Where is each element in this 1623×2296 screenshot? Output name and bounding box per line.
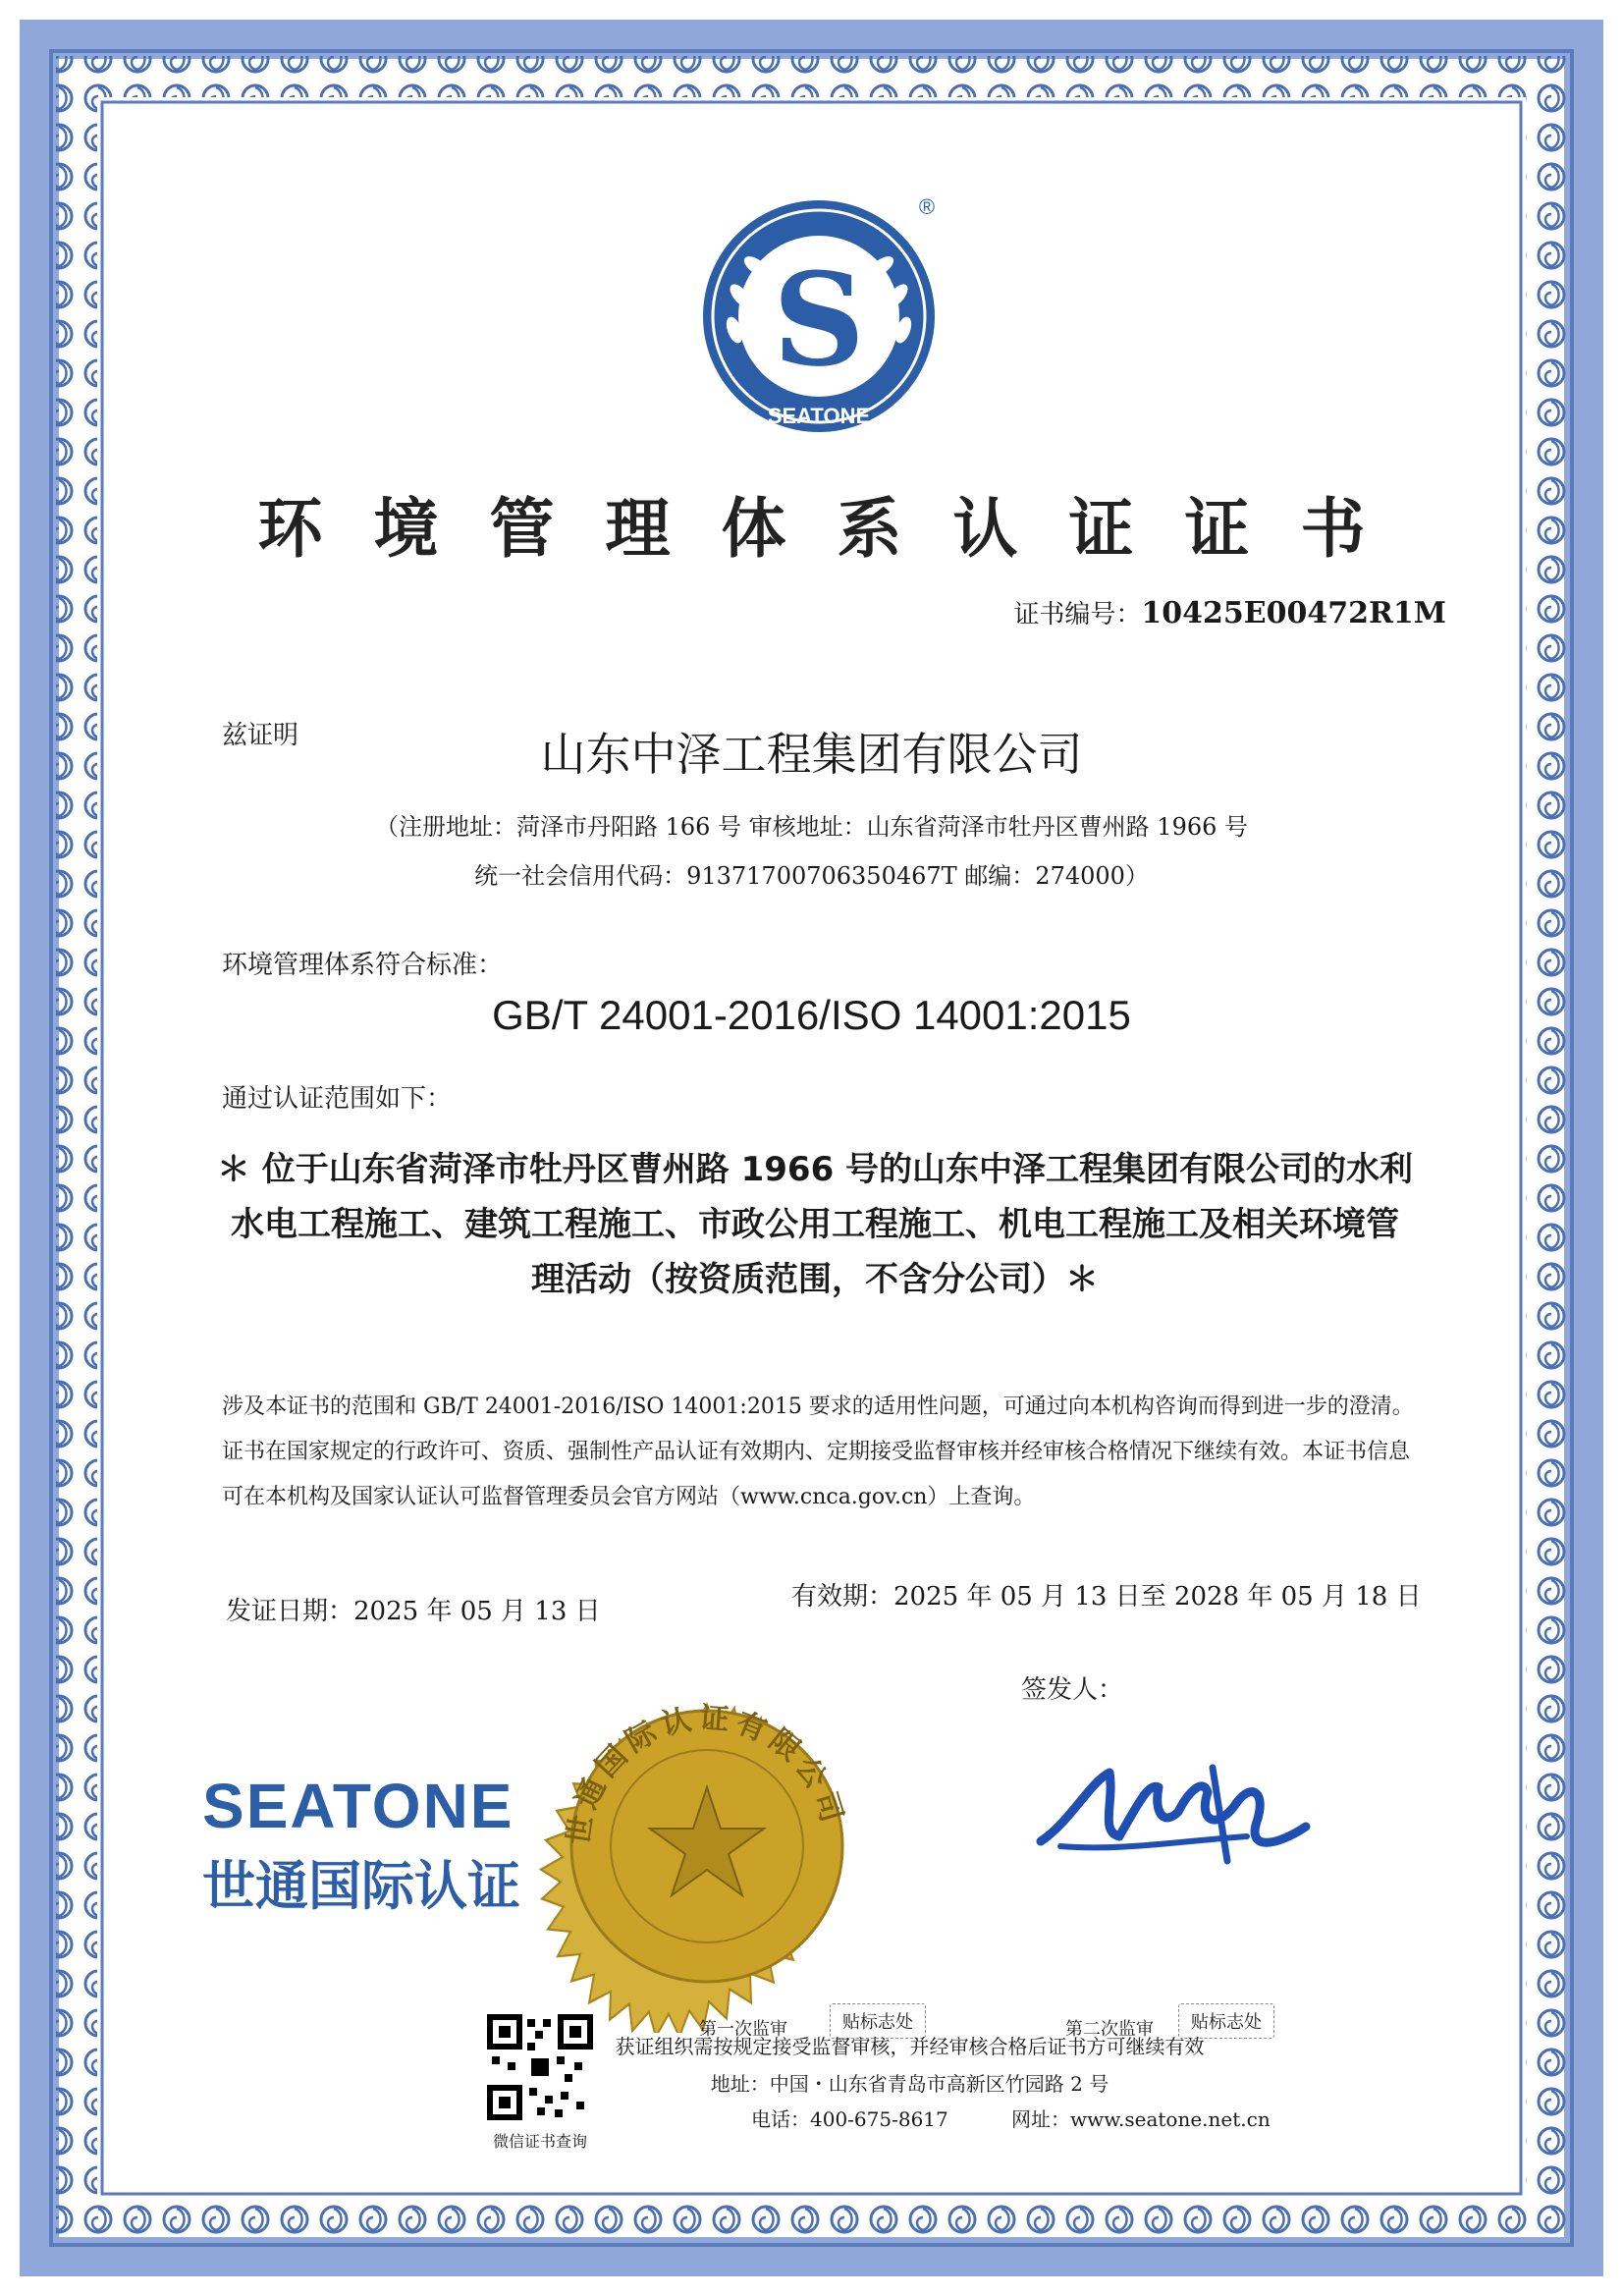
certificate-number: 10425E00472R1M [1141, 596, 1446, 630]
footer-website[interactable]: 网址：www.seatone.net.cn [1011, 2107, 1271, 2131]
address-line: （注册地址：菏泽市丹阳路 166 号 审核地址：山东省菏泽市牡丹区曹州路 1966 号 [374, 813, 1249, 841]
footer-note: 获证组织需按规定接受监督审核，并经审核合格后证书方可继续有效 [615, 2035, 1205, 2058]
registered-mark: ® [918, 194, 936, 219]
certificate-number-label: 证书编号： [1013, 600, 1142, 629]
footer-phone: 电话：400-675-8617 [751, 2107, 948, 2131]
validity-note: 涉及本证书的范围和 GB/T 24001-2016/ISO 14001:2015 要求的适用性问题，可通过向本机构咨询而得到进一步的澄清。证书在国家规定的行政许可、资质、强制性产品认证有效期内、定期接受监督审核并经审核合格情况下继续有效。本证书信息可在本机构及国家认证认可监督管理委员会官方网站（www.cnca.gov.cn）上查询。 [222, 1394, 1414, 1509]
brand-name-en: SEATONE [202, 1771, 514, 1841]
scope-label: 通过认证范围如下： [222, 1084, 453, 1114]
second-audit-label: 第二次监审 [1065, 2019, 1154, 2040]
seatone-logo [695, 192, 943, 440]
validity-period: 有效期：2025 年 05 月 13 日至 2028 年 05 月 18 日 [791, 1582, 1422, 1612]
issue-date: 发证日期：2025 年 05 月 13 日 [226, 1597, 601, 1626]
signature [1031, 1743, 1316, 1871]
first-audit-label: 第一次监审 [699, 2019, 787, 2040]
qr-caption: 微信证书查询 [492, 2132, 587, 2151]
company-name: 山东中泽工程集团有限公司 [540, 728, 1083, 781]
svg-text:S: S [773, 245, 865, 395]
signer-label: 签发人： [1021, 1675, 1124, 1705]
credit-code-line: 统一社会信用代码：91371700706350467T 邮编：274000） [474, 862, 1149, 890]
gold-seal [520, 1660, 893, 2033]
seal-text: 世通国际认证有限公司 [561, 1701, 851, 1848]
logo-text: SEATONE [767, 404, 871, 428]
standard: GB/T 24001-2016/ISO 14001:2015 [492, 992, 1131, 1038]
brand-name-cn: 世通国际认证 [202, 1855, 520, 1917]
footer-address: 地址：中国・山东省青岛市高新区竹园路 2 号 [710, 2072, 1109, 2096]
hereby-label: 兹证明 [222, 721, 299, 750]
certificate-number-row [1013, 594, 1446, 630]
second-audit-sticker-box: 贴标志处 [1178, 2003, 1274, 2039]
scope-text: ＊ 位于山东省菏泽市牡丹区曹州路 1966 号的山东中泽工程集团有限公司的水利水电工程施工、建筑工程施工、市政公用工程施工、机电工程施工及相关环境管理活动（按资质范围，不含分公司）＊ [216, 1150, 1414, 1299]
standard-label: 环境管理体系符合标准： [222, 951, 504, 980]
certificate-title: 环境管理体系认证证书 [257, 490, 1417, 567]
qr-code[interactable] [486, 2013, 594, 2121]
first-audit-sticker-box: 贴标志处 [830, 2003, 926, 2039]
